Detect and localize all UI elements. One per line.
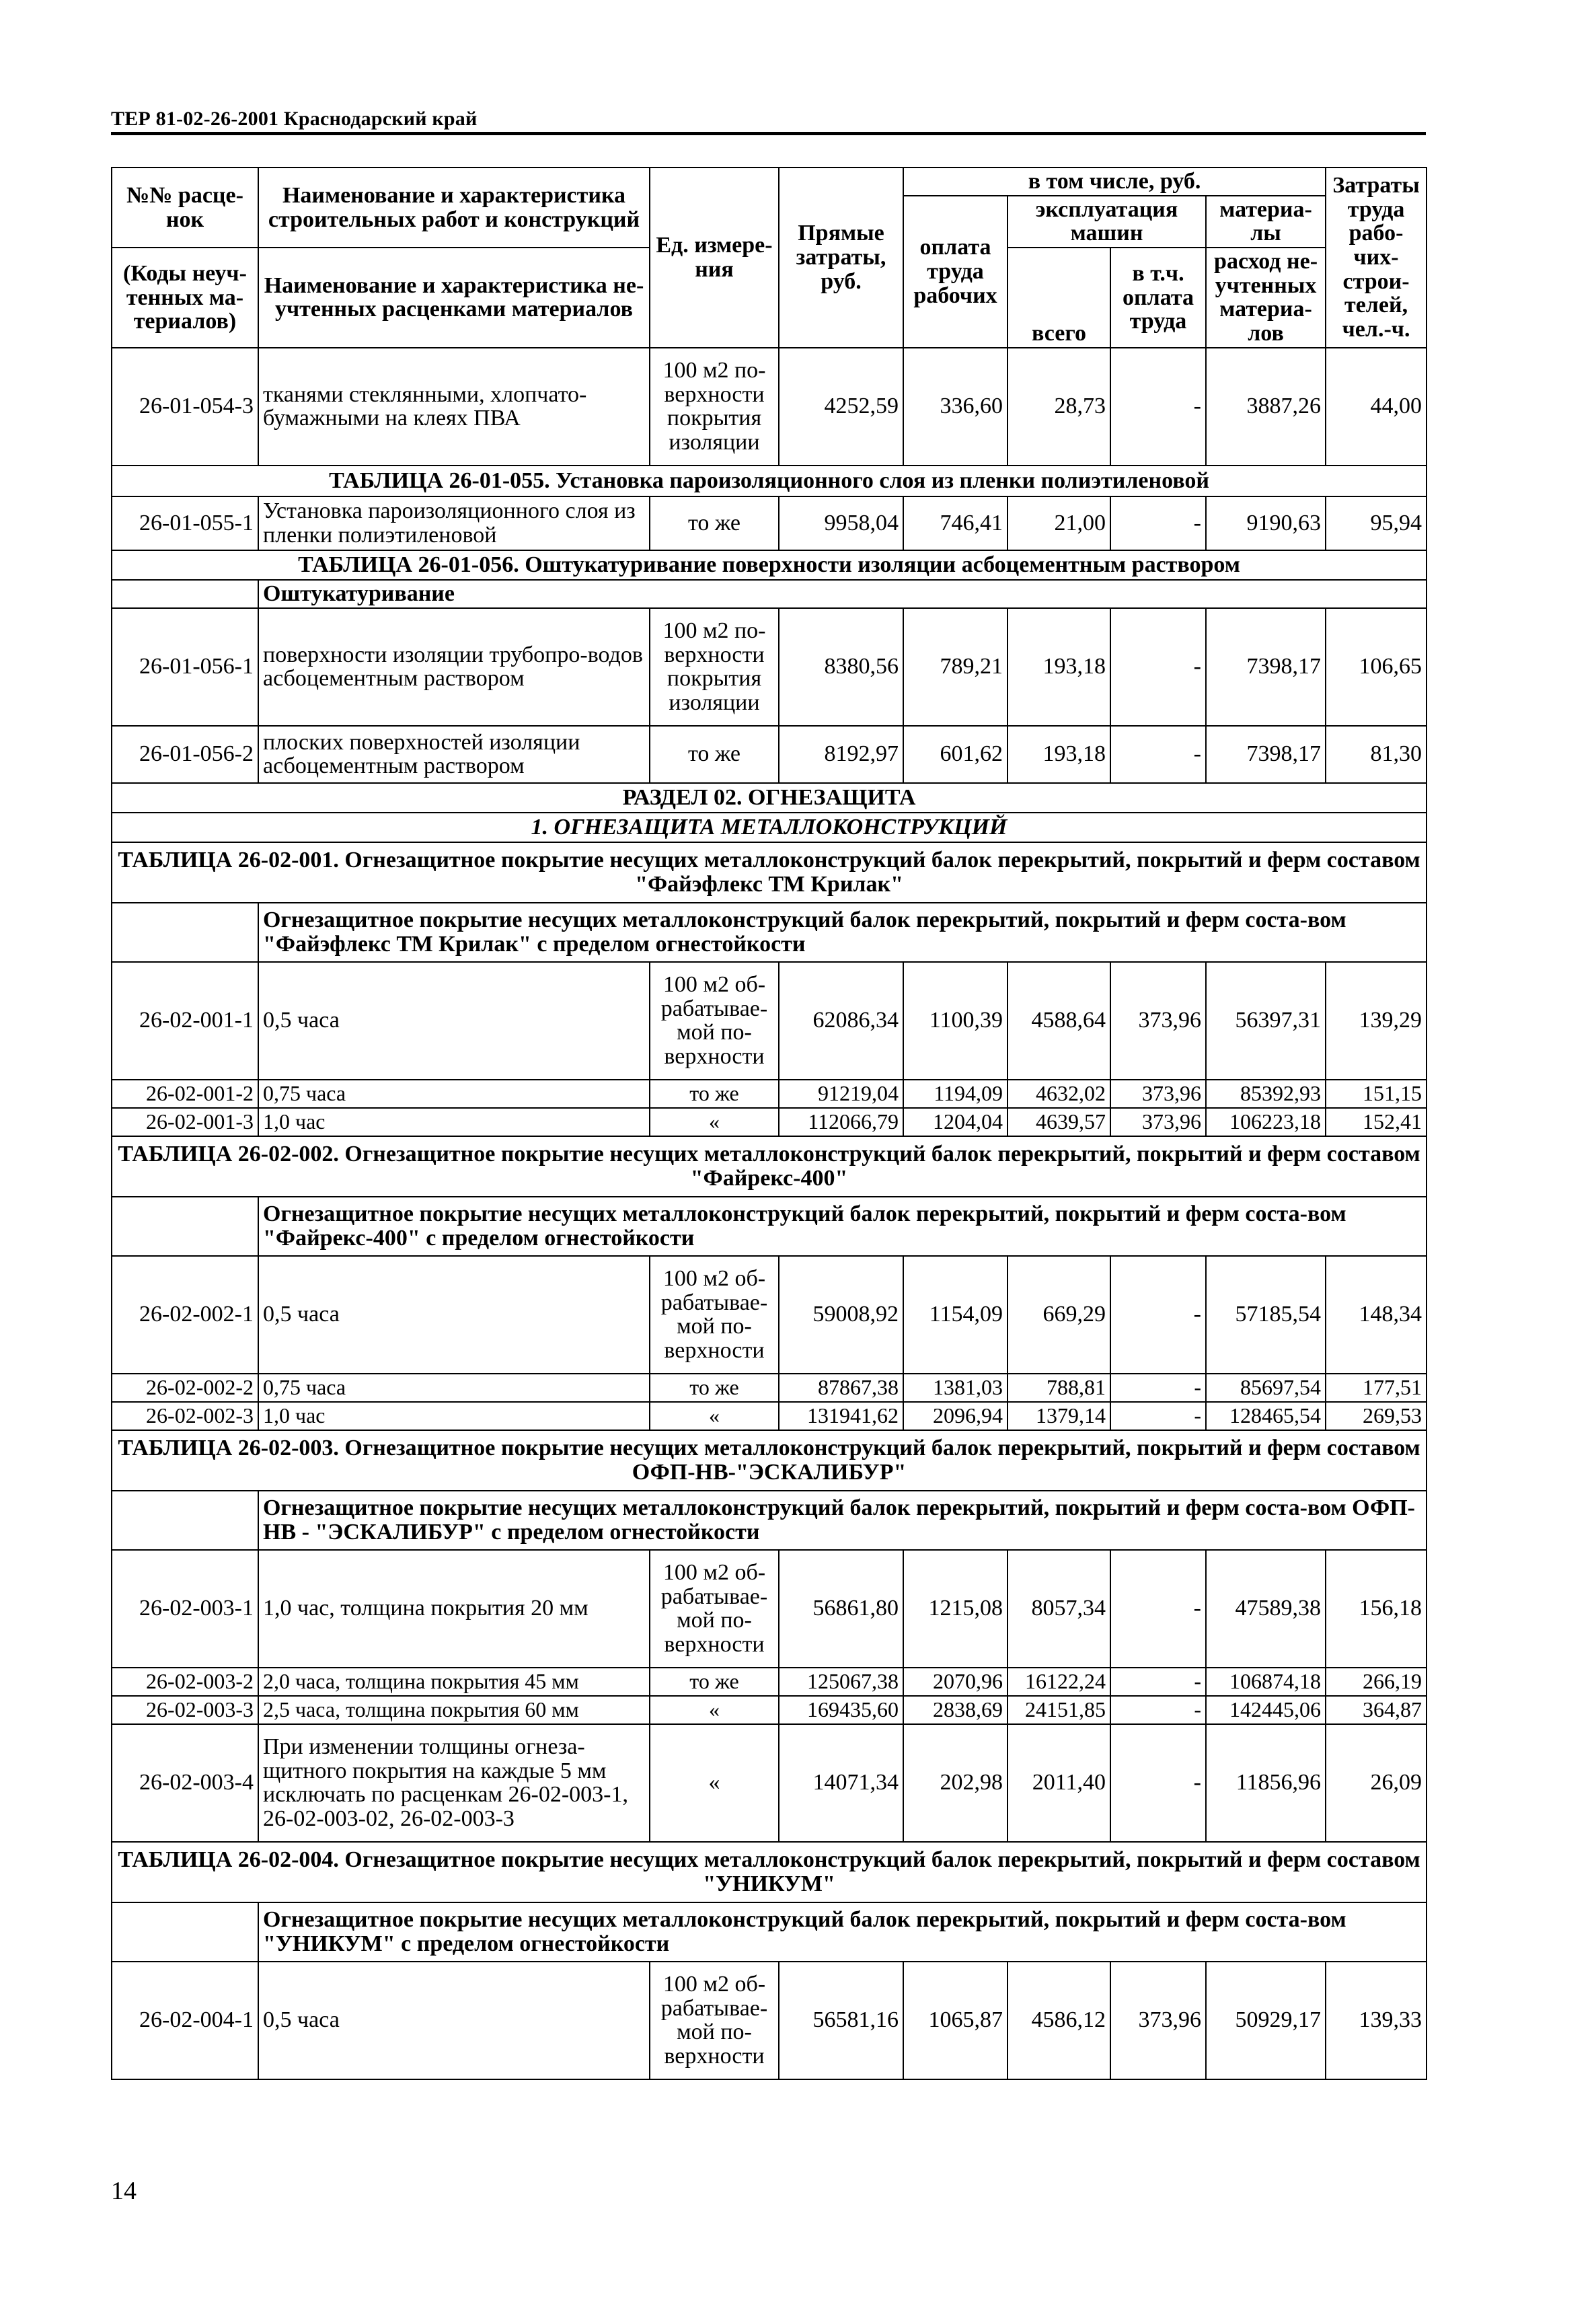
rate-unit: то же [650, 1374, 779, 1402]
empty-cell [112, 903, 258, 962]
direct-costs: 59008,92 [779, 1256, 903, 1374]
col-machines: эксплуатация машин [1008, 196, 1206, 248]
machines-total: 8057,34 [1008, 1550, 1110, 1668]
empty-cell [112, 1491, 258, 1550]
table-row [112, 1550, 1427, 1668]
rate-code: 26-02-003-2 [112, 1668, 258, 1696]
document-header: ТЕР 81-02-26-2001 Краснодарский край [111, 108, 478, 130]
machines-total: 193,18 [1008, 726, 1110, 783]
materials-cost: 106223,18 [1206, 1108, 1326, 1136]
materials-cost: 85392,93 [1206, 1080, 1326, 1108]
materials-cost: 47589,38 [1206, 1550, 1326, 1668]
machines-total: 193,18 [1008, 608, 1110, 726]
materials-cost: 56397,31 [1206, 962, 1326, 1080]
labor-pay: 1154,09 [903, 1256, 1008, 1374]
labor-hours: 156,18 [1326, 1550, 1427, 1668]
rate-unit: 100 м2 по-верхности покрытия изоляции [650, 608, 779, 726]
machines-labor: - [1110, 1256, 1206, 1374]
materials-cost: 7398,17 [1206, 726, 1326, 783]
col-direct-costs: Прямые затраты, руб. [779, 168, 903, 348]
labor-pay: 202,98 [903, 1724, 1008, 1842]
labor-pay: 1100,39 [903, 962, 1008, 1080]
rate-code: 26-01-056-1 [112, 608, 258, 726]
machines-labor: - [1110, 1724, 1206, 1842]
direct-costs: 131941,62 [779, 1402, 903, 1430]
col-materials: материа-лы [1206, 196, 1326, 248]
machines-labor: - [1110, 608, 1206, 726]
labor-hours: 148,34 [1326, 1256, 1427, 1374]
materials-cost: 128465,54 [1206, 1402, 1326, 1430]
materials-cost: 3887,26 [1206, 348, 1326, 466]
rate-name: 2,0 часа, толщина покрытия 45 мм [258, 1668, 650, 1696]
rate-unit: « [650, 1108, 779, 1136]
rate-code: 26-01-056-2 [112, 726, 258, 783]
rate-code: 26-02-003-3 [112, 1696, 258, 1724]
rate-name: поверхности изоляции трубопро-водов асбоцементным раствором [258, 608, 650, 726]
col-name-bottom: Наименование и характеристика не-учтенных расценками материалов [258, 248, 650, 348]
table-row [112, 1668, 1427, 1696]
machines-labor: - [1110, 1374, 1206, 1402]
rate-name: 0,5 часа [258, 1256, 650, 1374]
rate-name: 0,5 часа [258, 962, 650, 1080]
materials-cost: 142445,06 [1206, 1696, 1326, 1724]
labor-pay: 746,41 [903, 496, 1008, 550]
labor-pay: 601,62 [903, 726, 1008, 783]
machines-labor: - [1110, 348, 1206, 466]
rate-unit: то же [650, 726, 779, 783]
materials-cost: 106874,18 [1206, 1668, 1326, 1696]
direct-costs: 91219,04 [779, 1080, 903, 1108]
rate-name: 2,5 часа, толщина покрытия 60 мм [258, 1696, 650, 1724]
labor-hours: 95,94 [1326, 496, 1427, 550]
table-row [112, 1108, 1427, 1136]
labor-pay: 2096,94 [903, 1402, 1008, 1430]
rate-code: 26-02-001-3 [112, 1108, 258, 1136]
machines-labor: 373,96 [1110, 1962, 1206, 2079]
page-number: 14 [111, 2177, 137, 2205]
direct-costs: 169435,60 [779, 1696, 903, 1724]
direct-costs: 8380,56 [779, 608, 903, 726]
labor-pay: 1215,08 [903, 1550, 1008, 1668]
machines-total: 21,00 [1008, 496, 1110, 550]
direct-costs: 56581,16 [779, 1962, 903, 2079]
machines-total: 4588,64 [1008, 962, 1110, 1080]
rate-name: Установка пароизоляционного слоя из пленки полиэтиленовой [258, 496, 650, 550]
labor-pay: 1194,09 [903, 1080, 1008, 1108]
rate-code: 26-01-055-1 [112, 496, 258, 550]
materials-cost: 57185,54 [1206, 1256, 1326, 1374]
rate-unit: 100 м2 об-рабатывае-мой по-верхности [650, 1550, 779, 1668]
empty-cell [112, 1197, 258, 1256]
table-row [112, 1374, 1427, 1402]
rate-unit: 100 м2 об-рабатывае-мой по-верхности [650, 962, 779, 1080]
rate-name: 1,0 час [258, 1402, 650, 1430]
rate-unit: 100 м2 об-рабатывае-мой по-верхности [650, 1962, 779, 2079]
group-heading: Оштукатуривание [258, 580, 1427, 608]
rate-name: При изменении толщины огнеза-щитного покрытия на каждые 5 мм исключать по расценкам 26-02-003-1, 26-02-003-02, 26-02-003-3 [258, 1724, 650, 1842]
table-row [112, 726, 1427, 783]
rate-unit: « [650, 1402, 779, 1430]
labor-hours: 152,41 [1326, 1108, 1427, 1136]
labor-pay: 2838,69 [903, 1696, 1008, 1724]
machines-total: 669,29 [1008, 1256, 1110, 1374]
col-including: в том числе, руб. [903, 168, 1326, 196]
materials-cost: 85697,54 [1206, 1374, 1326, 1402]
machines-total: 4639,57 [1008, 1108, 1110, 1136]
col-code-bottom: (Коды неуч-тенных ма-териалов) [112, 248, 258, 348]
machines-labor: 373,96 [1110, 1080, 1206, 1108]
machines-total: 4586,12 [1008, 1962, 1110, 2079]
rate-code: 26-02-001-2 [112, 1080, 258, 1108]
table-row [112, 1696, 1427, 1724]
labor-hours: 269,53 [1326, 1402, 1427, 1430]
labor-hours: 139,29 [1326, 962, 1427, 1080]
materials-cost: 9190,63 [1206, 496, 1326, 550]
table-row [112, 348, 1427, 466]
labor-pay: 1381,03 [903, 1374, 1008, 1402]
materials-cost: 11856,96 [1206, 1724, 1326, 1842]
labor-hours: 266,19 [1326, 1668, 1427, 1696]
labor-hours: 177,51 [1326, 1374, 1427, 1402]
machines-total: 2011,40 [1008, 1724, 1110, 1842]
rate-code: 26-02-002-2 [112, 1374, 258, 1402]
col-unit: Ед. измере-ния [650, 168, 779, 348]
machines-total: 24151,85 [1008, 1696, 1110, 1724]
labor-hours: 151,15 [1326, 1080, 1427, 1108]
table-heading-004: ТАБЛИЦА 26-02-004. Огнезащитное покрытие несущих металлоконструкций балок перекрытий, покрытий и ферм составом "УНИКУМ" [112, 1842, 1427, 1902]
labor-pay: 789,21 [903, 608, 1008, 726]
table-row [112, 1724, 1427, 1842]
table-row [112, 1080, 1427, 1108]
rate-code: 26-02-002-1 [112, 1256, 258, 1374]
direct-costs: 62086,34 [779, 962, 903, 1080]
machines-labor: - [1110, 496, 1206, 550]
rate-unit: 100 м2 по-верхности покрытия изоляции [650, 348, 779, 466]
labor-hours: 26,09 [1326, 1724, 1427, 1842]
labor-hours: 81,30 [1326, 726, 1427, 783]
machines-labor: 373,96 [1110, 962, 1206, 1080]
table-heading-055: ТАБЛИЦА 26-01-055. Установка пароизоляционного слоя из пленки полиэтиленовой [112, 466, 1427, 496]
direct-costs: 4252,59 [779, 348, 903, 466]
table-heading-056: ТАБЛИЦА 26-01-056. Оштукатуривание поверхности изоляции асбоцементным раствором [112, 550, 1427, 580]
table-row [112, 1256, 1427, 1374]
rate-name: тканями стеклянными, хлопчато-бумажными на клеях ПВА [258, 348, 650, 466]
section-heading: РАЗДЕЛ 02. ОГНЕЗАЩИТА [112, 783, 1427, 813]
rate-code: 26-02-003-1 [112, 1550, 258, 1668]
subsection-heading: 1. ОГНЕЗАЩИТА МЕТАЛЛОКОНСТРУКЦИЙ [112, 813, 1427, 842]
machines-labor: - [1110, 726, 1206, 783]
rate-name: 0,75 часа [258, 1080, 650, 1108]
rate-unit: то же [650, 496, 779, 550]
table-row [112, 962, 1427, 1080]
direct-costs: 9958,04 [779, 496, 903, 550]
materials-cost: 50929,17 [1206, 1962, 1326, 2079]
labor-hours: 106,65 [1326, 608, 1427, 726]
rate-code: 26-02-003-4 [112, 1724, 258, 1842]
machines-total: 16122,24 [1008, 1668, 1110, 1696]
rate-name: 1,0 час [258, 1108, 650, 1136]
rates-table [111, 167, 1427, 2080]
col-materials-uncounted: расход не-учтенных материа-лов [1206, 248, 1326, 348]
direct-costs: 8192,97 [779, 726, 903, 783]
labor-pay: 336,60 [903, 348, 1008, 466]
machines-total: 788,81 [1008, 1374, 1110, 1402]
direct-costs: 14071,34 [779, 1724, 903, 1842]
labor-hours: 139,33 [1326, 1962, 1427, 2079]
rate-code: 26-02-002-3 [112, 1402, 258, 1430]
rate-name: 1,0 час, толщина покрытия 20 мм [258, 1550, 650, 1668]
rate-code: 26-01-054-3 [112, 348, 258, 466]
machines-labor: - [1110, 1696, 1206, 1724]
col-code-top: №№ расце-нок [112, 168, 258, 248]
table-heading-001: ТАБЛИЦА 26-02-001. Огнезащитное покрытие несущих металлоконструкций балок перекрытий, покрытий и ферм составом "Файэфлекс ТМ Крилак" [112, 842, 1427, 903]
rate-unit: « [650, 1696, 779, 1724]
direct-costs: 125067,38 [779, 1668, 903, 1696]
machines-labor: - [1110, 1550, 1206, 1668]
machines-total: 28,73 [1008, 348, 1110, 466]
labor-pay: 2070,96 [903, 1668, 1008, 1696]
group-description: Огнезащитное покрытие несущих металлоконструкций балок перекрытий, покрытий и ферм соста-вом "УНИКУМ" с пределом огнестойкости [258, 1902, 1427, 1962]
rate-unit: то же [650, 1080, 779, 1108]
rate-unit: 100 м2 об-рабатывае-мой по-верхности [650, 1256, 779, 1374]
rate-name: 0,5 часа [258, 1962, 650, 2079]
col-labor-hours: Затраты труда рабо-чих-строи-телей, чел.-ч. [1326, 168, 1427, 348]
rate-name: 0,75 часа [258, 1374, 650, 1402]
group-description: Огнезащитное покрытие несущих металлоконструкций балок перекрытий, покрытий и ферм соста-вом "Файэфлекс ТМ Крилак" с пределом огнестойкости [258, 903, 1427, 962]
col-name-top: Наименование и характеристика строительных работ и конструкций [258, 168, 650, 248]
table-row [112, 1962, 1427, 2079]
rate-unit: то же [650, 1668, 779, 1696]
machines-labor: - [1110, 1668, 1206, 1696]
table-row [112, 1402, 1427, 1430]
machines-labor: - [1110, 1402, 1206, 1430]
group-description: Огнезащитное покрытие несущих металлоконструкций балок перекрытий, покрытий и ферм соста-вом ОФП-НВ - "ЭСКАЛИБУР" с пределом огнестойкости [258, 1491, 1427, 1550]
table-heading-002: ТАБЛИЦА 26-02-002. Огнезащитное покрытие несущих металлоконструкций балок перекрытий, покрытий и ферм составом "Файрекс-400" [112, 1136, 1427, 1197]
table-heading-003: ТАБЛИЦА 26-02-003. Огнезащитное покрытие несущих металлоконструкций балок перекрытий, покрытий и ферм составом ОФП-НВ-"ЭСКАЛИБУР" [112, 1430, 1427, 1491]
rate-name: плоских поверхностей изоляции асбоцементным раствором [258, 726, 650, 783]
labor-pay: 1204,04 [903, 1108, 1008, 1136]
rate-code: 26-02-004-1 [112, 1962, 258, 2079]
col-labor-pay: оплата труда рабочих [903, 196, 1008, 348]
materials-cost: 7398,17 [1206, 608, 1326, 726]
rate-unit: « [650, 1724, 779, 1842]
direct-costs: 112066,79 [779, 1108, 903, 1136]
empty-cell [112, 1902, 258, 1962]
direct-costs: 56861,80 [779, 1550, 903, 1668]
rate-code: 26-02-001-1 [112, 962, 258, 1080]
labor-hours: 44,00 [1326, 348, 1427, 466]
col-machines-total: всего [1008, 248, 1110, 348]
empty-cell [112, 580, 258, 608]
direct-costs: 87867,38 [779, 1374, 903, 1402]
machines-labor: 373,96 [1110, 1108, 1206, 1136]
machines-total: 1379,14 [1008, 1402, 1110, 1430]
labor-hours: 364,87 [1326, 1696, 1427, 1724]
col-machines-labor: в т.ч. оплата труда [1110, 248, 1206, 348]
labor-pay: 1065,87 [903, 1962, 1008, 2079]
table-row [112, 608, 1427, 726]
table-row [112, 496, 1427, 550]
group-description: Огнезащитное покрытие несущих металлоконструкций балок перекрытий, покрытий и ферм соста-вом "Файрекс-400" с пределом огнестойкости [258, 1197, 1427, 1256]
machines-total: 4632,02 [1008, 1080, 1110, 1108]
header-rule [111, 132, 1426, 135]
